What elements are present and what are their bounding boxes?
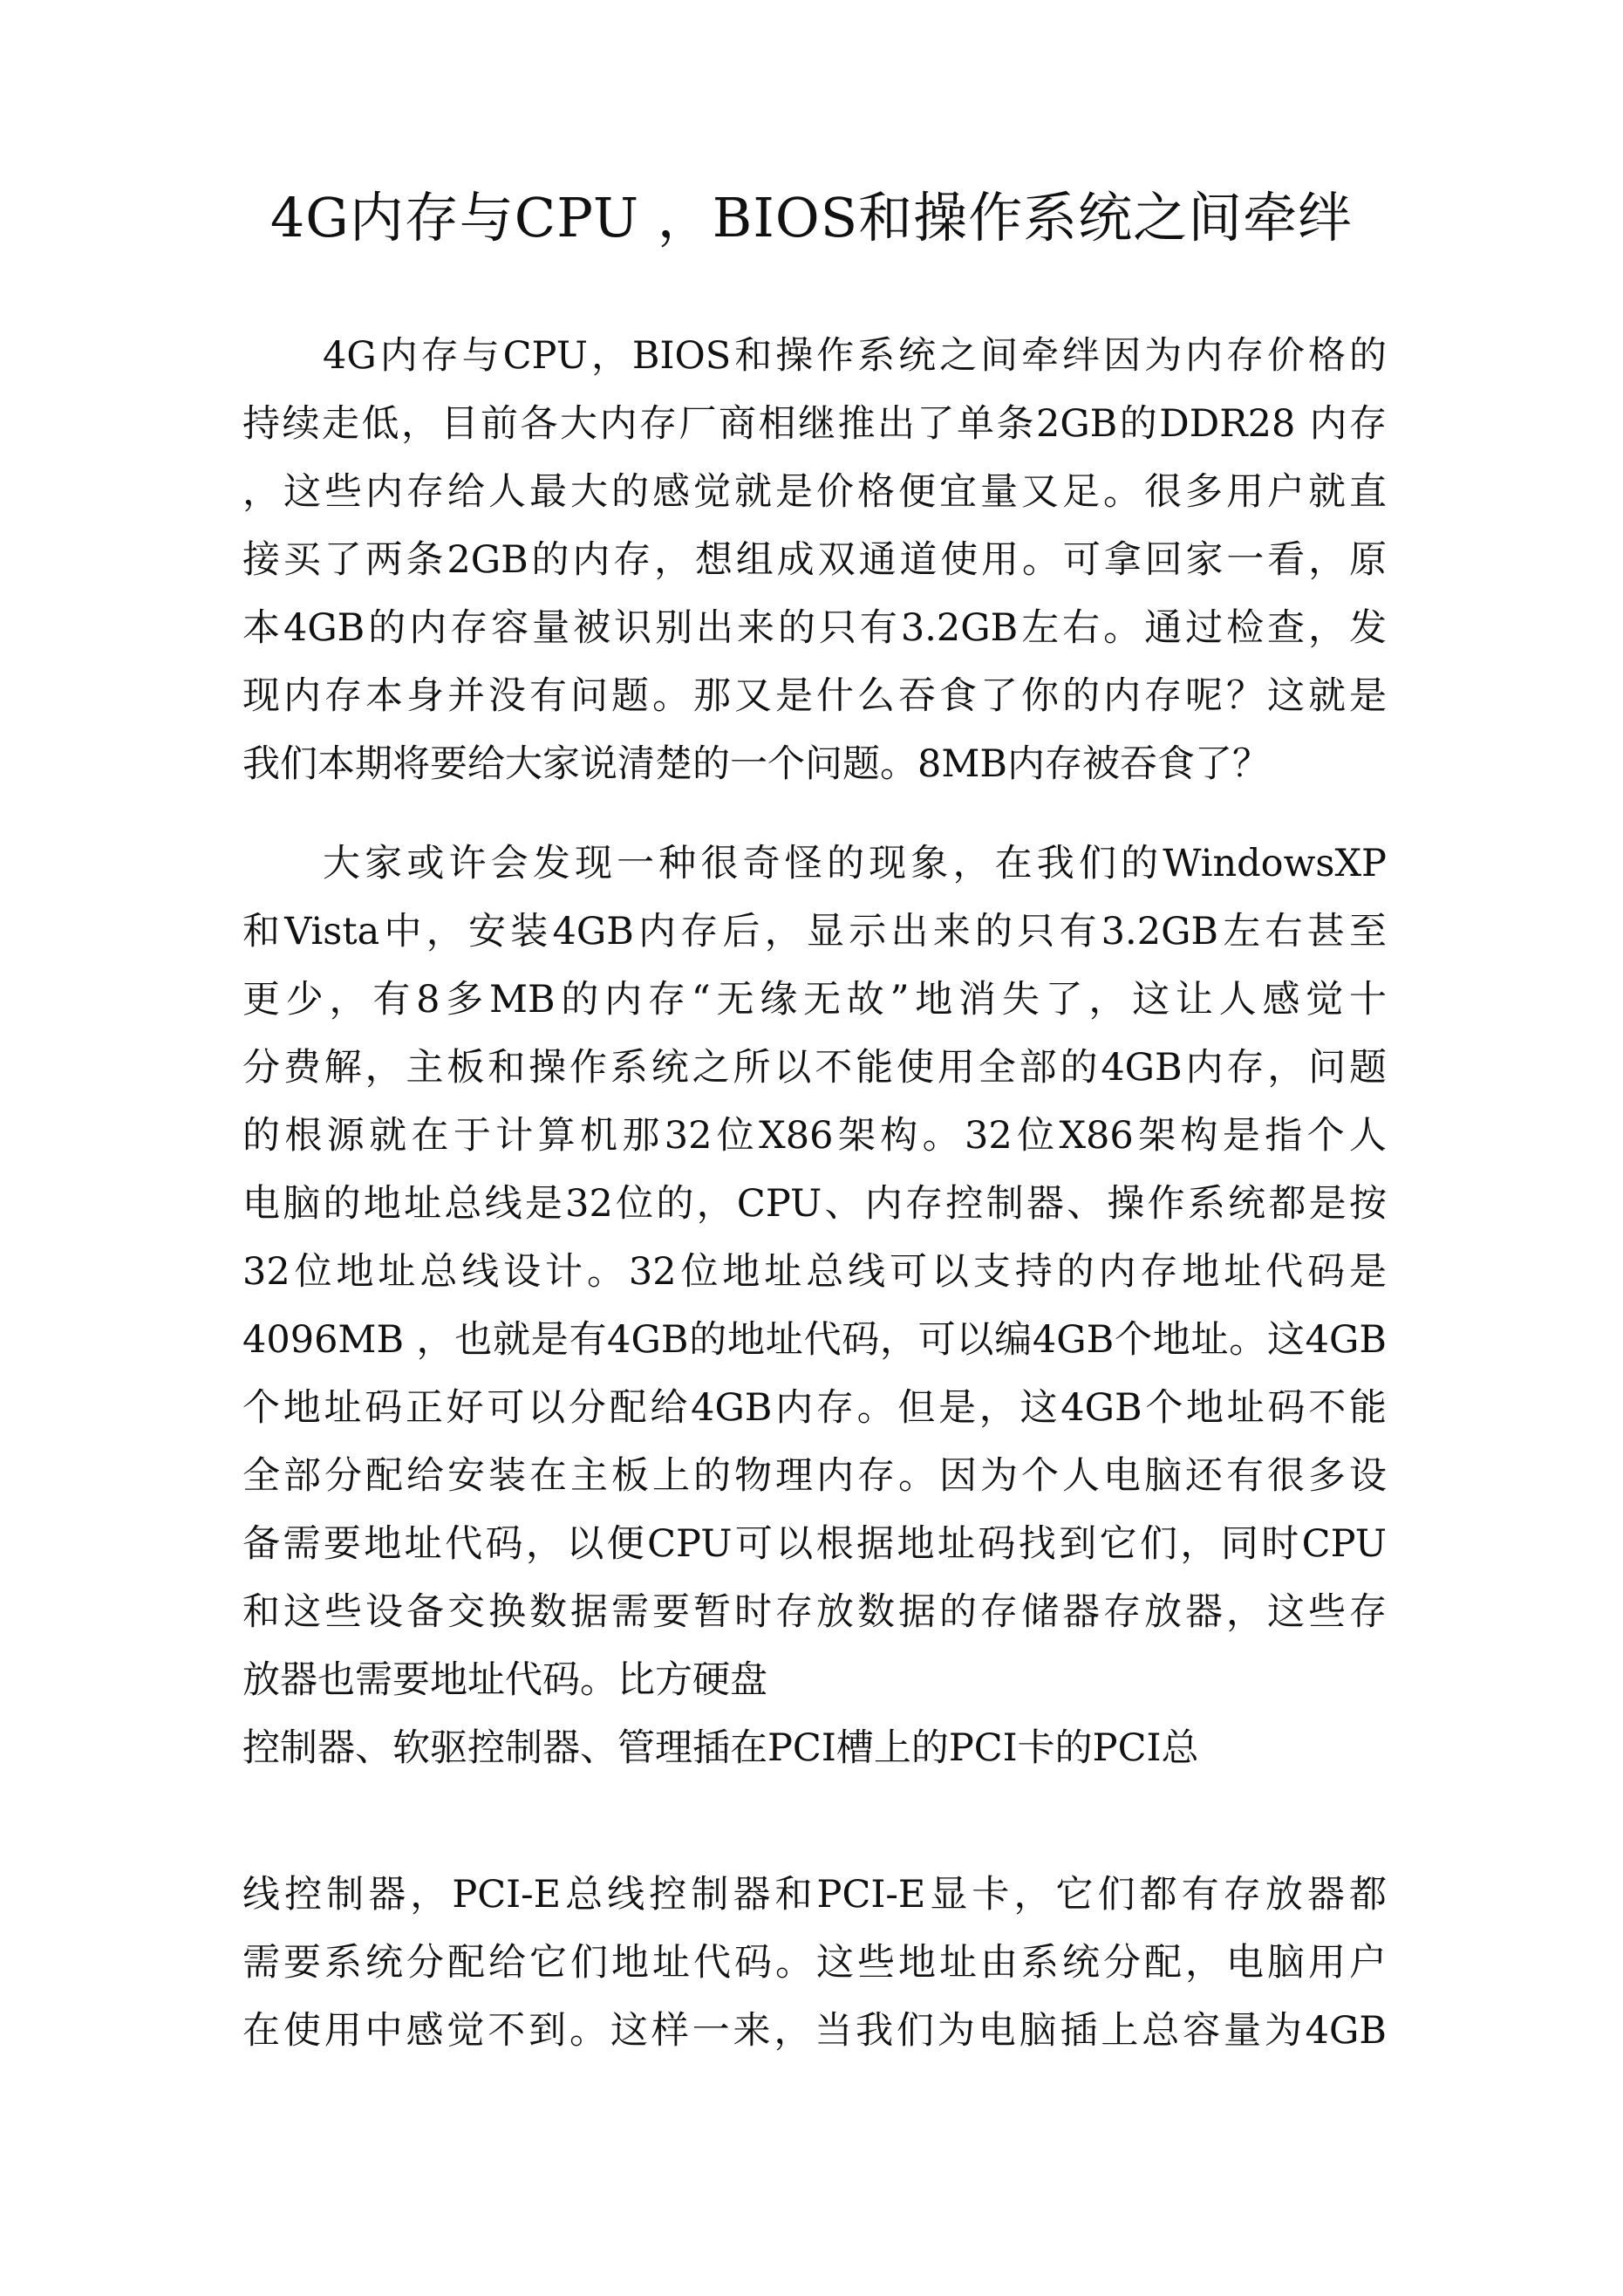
paragraph-2-line-13: 放器也需要地址代码。比方硬盘 (242, 1658, 767, 1702)
paragraph-1-line-7: 我们本期将要给大家说清楚的一个问题。8MB内存被吞食了？ (242, 742, 1270, 786)
paragraph-1-line-4: 接买了两条2GB的内存，想组成双通道使用。可拿回家一看，原 (242, 538, 1387, 582)
paragraph-1-line-6: 现内存本身并没有问题。那又是什么吞食了你的内存呢？这就是 (242, 674, 1387, 718)
paragraph-1-line-1: 4G内存与CPU，BIOS和操作系统之间牵绊因为内存价格的 (323, 334, 1387, 378)
paragraph-2-line-3: 更少，有8多MB的内存“无缘无故”地消失了，这让人感觉十 (242, 978, 1387, 1022)
paragraph-2-line-10: 全部分配给安装在主板上的物理内存。因为个人电脑还有很多设 (242, 1454, 1387, 1498)
paragraph-2-line-12: 和这些设备交换数据需要暂时存放数据的存储器存放器，这些存 (242, 1590, 1387, 1634)
paragraph-1-line-3: ，这些内存给人最大的感觉就是价格便宜量又足。很多用户就直 (242, 470, 1387, 514)
paragraph-1-line-5: 本4GB的内存容量被识别出来的只有3.2GB左右。通过检查，发 (242, 606, 1387, 650)
paragraph-2-line-9: 个地址码正好可以分配给4GB内存。但是，这4GB个地址码不能 (242, 1386, 1387, 1430)
paragraph-2-line-8: 4096MB ，也就是有4GB的地址代码，可以编4GB个地址。这4GB (242, 1318, 1387, 1362)
paragraph-1-line-2: 持续走低，目前各大内存厂商相继推出了单条2GB的DDR28 内存 (242, 402, 1387, 446)
paragraph-3-line-2: 需要系统分配给它们地址代码。这些地址由系统分配，电脑用户 (242, 1941, 1387, 1985)
document-title: 4G内存与CPU ，BIOS和操作系统之间牵绊 (269, 186, 1354, 249)
paragraph-2-line-4: 分费解，主板和操作系统之所以不能使用全部的4GB内存，问题 (242, 1046, 1387, 1090)
paragraph-2-line-7: 32位地址总线设计。32位地址总线可以支持的内存地址代码是 (242, 1250, 1387, 1294)
paragraph-3-line-1: 线控制器，PCI-E总线控制器和PCI-E显卡，它们都有存放器都 (242, 1873, 1387, 1917)
paragraph-2-line-6: 电脑的地址总线是32位的，CPU、内存控制器、操作系统都是按 (242, 1182, 1387, 1226)
paragraph-2-line-11: 备需要地址代码，以便CPU可以根据地址码找到它们，同时CPU (242, 1522, 1387, 1566)
paragraph-2-line-5: 的根源就在于计算机那32位X86架构。32位X86架构是指个人 (242, 1114, 1387, 1158)
paragraph-2-line-1: 大家或许会发现一种很奇怪的现象，在我们的WindowsXP (323, 842, 1387, 885)
paragraph-2-line-14: 控制器、软驱控制器、管理插在PCI槽上的PCI卡的PCI总 (242, 1726, 1199, 1770)
paragraph-3-line-3: 在使用中感觉不到。这样一来，当我们为电脑插上总容量为4GB (242, 2009, 1387, 2053)
paragraph-2-line-2: 和Vista中，安装4GB内存后，显示出来的只有3.2GB左右甚至 (242, 910, 1387, 953)
